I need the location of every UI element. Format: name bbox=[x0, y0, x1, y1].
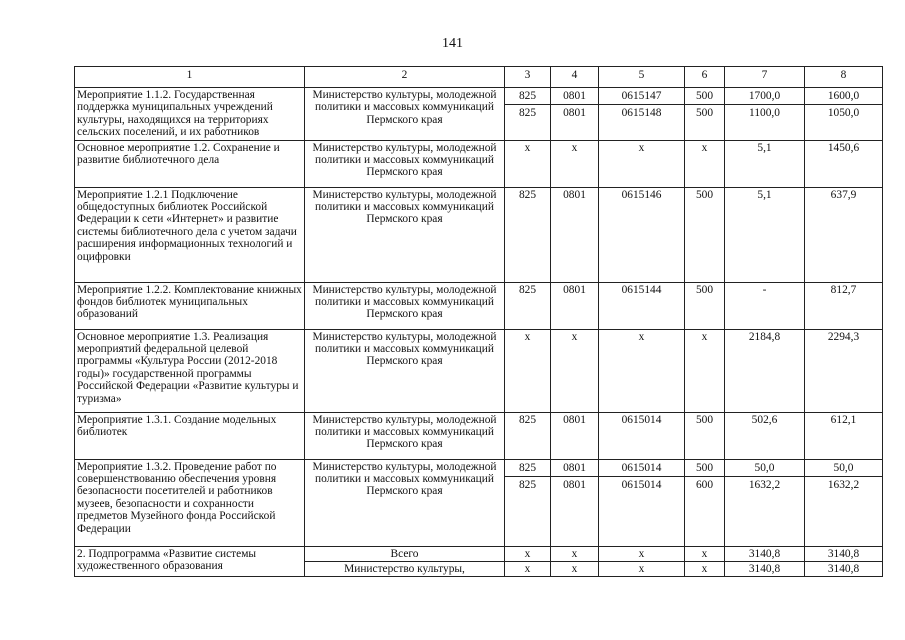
value-cell: 502,6 bbox=[725, 412, 805, 459]
column-number: 3 bbox=[505, 67, 551, 88]
value-cell: 812,7 bbox=[805, 282, 883, 329]
value-cell bbox=[505, 88, 551, 141]
value-cell: х bbox=[599, 140, 685, 187]
value-stack bbox=[725, 88, 804, 122]
value-stack bbox=[805, 88, 882, 122]
ministry-cell: Министерство культуры, молодежной политики и массовых коммуникаций Пермского края bbox=[305, 459, 505, 546]
value-line: 500 bbox=[695, 90, 714, 102]
value-cell bbox=[805, 459, 883, 546]
value-cell: 825 bbox=[505, 282, 551, 329]
value-cell: 500 bbox=[685, 187, 725, 282]
value-stack bbox=[551, 460, 598, 494]
value-line: 0615148 bbox=[599, 104, 684, 121]
value-stack bbox=[599, 88, 684, 122]
value-line: 0801 bbox=[551, 476, 598, 493]
value-stack bbox=[551, 88, 598, 122]
value-stack bbox=[505, 88, 550, 122]
value-stack bbox=[685, 88, 724, 122]
value-line: 0615147 bbox=[621, 90, 662, 102]
column-number: 6 bbox=[685, 67, 725, 88]
value-cell: х bbox=[599, 546, 685, 561]
value-line: 500 bbox=[695, 461, 714, 474]
column-number: 2 bbox=[305, 67, 505, 88]
value-cell: 0801 bbox=[551, 282, 599, 329]
value-cell: х bbox=[505, 329, 551, 412]
value-cell: 3140,8 bbox=[725, 546, 805, 561]
value-line: 500 bbox=[685, 104, 724, 121]
value-cell: х bbox=[505, 562, 551, 577]
value-cell: 2294,3 bbox=[805, 329, 883, 412]
table-row bbox=[75, 412, 883, 459]
table-row bbox=[75, 282, 883, 329]
value-cell bbox=[551, 459, 599, 546]
value-cell: 0801 bbox=[551, 412, 599, 459]
value-line: 50,0 bbox=[833, 461, 854, 474]
value-line: 1600,0 bbox=[827, 90, 860, 102]
ministry-cell: Министерство культуры, bbox=[305, 562, 505, 577]
value-cell bbox=[805, 88, 883, 141]
ministry-cell: Всего bbox=[305, 546, 505, 561]
value-cell: х bbox=[685, 546, 725, 561]
page-number: 141 bbox=[442, 36, 463, 51]
value-line: 0615014 bbox=[599, 476, 684, 493]
value-cell: х bbox=[551, 546, 599, 561]
value-line: 600 bbox=[685, 476, 724, 493]
value-stack bbox=[805, 460, 882, 494]
value-cell: х bbox=[685, 140, 725, 187]
value-line: 825 bbox=[505, 476, 550, 493]
value-cell: х bbox=[685, 562, 725, 577]
value-line: 50,0 bbox=[754, 461, 775, 474]
value-cell: х bbox=[551, 562, 599, 577]
value-cell: 3140,8 bbox=[805, 546, 883, 561]
ministry-cell: Министерство культуры, молодежной политики и массовых коммуникаций Пермского края bbox=[305, 412, 505, 459]
event-name-cell: Мероприятие 1.3.1. Создание модельных библиотек bbox=[75, 412, 305, 459]
value-cell: 637,9 bbox=[805, 187, 883, 282]
value-line: 1632,2 bbox=[805, 476, 882, 493]
value-cell: х bbox=[685, 329, 725, 412]
value-cell: 1450,6 bbox=[805, 140, 883, 187]
ministry-cell: Министерство культуры, молодежной политики и массовых коммуникаций Пермского края bbox=[305, 329, 505, 412]
value-cell: 2184,8 bbox=[725, 329, 805, 412]
column-number: 1 bbox=[75, 67, 305, 88]
value-line: 0801 bbox=[563, 461, 586, 474]
event-name-cell: 2. Подпрограмма «Развитие системы художественного образования bbox=[75, 546, 305, 577]
value-cell: 3140,8 bbox=[725, 562, 805, 577]
value-line: 1050,0 bbox=[805, 104, 882, 121]
table-row bbox=[75, 140, 883, 187]
ministry-cell: Министерство культуры, молодежной политики и массовых коммуникаций Пермского края bbox=[305, 88, 505, 141]
event-name-cell: Мероприятие 1.3.2. Проведение работ по совершенствованию обеспечения уровня безопасности посетителей и работников музеев, безопасности и сохранности предметов Музейного фонда Российской Федерации bbox=[75, 459, 305, 546]
value-cell: х bbox=[551, 329, 599, 412]
value-cell: 0615014 bbox=[599, 412, 685, 459]
value-line: 0615014 bbox=[621, 461, 662, 474]
value-cell: х bbox=[599, 329, 685, 412]
table-row bbox=[75, 546, 883, 561]
value-cell: 825 bbox=[505, 412, 551, 459]
value-cell: 3140,8 bbox=[805, 562, 883, 577]
value-stack bbox=[725, 460, 804, 494]
column-number: 7 bbox=[725, 67, 805, 88]
value-cell bbox=[599, 88, 685, 141]
table-row bbox=[75, 187, 883, 282]
value-line: 1100,0 bbox=[725, 104, 804, 121]
value-cell: 612,1 bbox=[805, 412, 883, 459]
value-cell bbox=[505, 459, 551, 546]
event-name-cell: Мероприятие 1.2.2. Комплектование книжных фондов библиотек муниципальных образований bbox=[75, 282, 305, 329]
column-number: 5 bbox=[599, 67, 685, 88]
ministry-cell: Министерство культуры, молодежной политики и массовых коммуникаций Пермского края bbox=[305, 187, 505, 282]
value-cell bbox=[725, 88, 805, 141]
value-stack bbox=[599, 460, 684, 494]
value-cell bbox=[685, 88, 725, 141]
value-cell bbox=[685, 459, 725, 546]
column-number-row bbox=[75, 67, 883, 88]
value-line: 825 bbox=[518, 461, 537, 474]
column-number: 8 bbox=[805, 67, 883, 88]
value-cell: 0615144 bbox=[599, 282, 685, 329]
value-stack bbox=[685, 460, 724, 494]
table-row bbox=[75, 88, 883, 141]
event-name-cell: Мероприятие 1.2.1 Подключение общедоступных библиотек Российской Федерации к сети «Интернет» и развитие системы библиотечного дела с учетом задачи расширения информационных технологий и оцифровки bbox=[75, 187, 305, 282]
value-cell: 5,1 bbox=[725, 140, 805, 187]
value-stack bbox=[505, 460, 550, 494]
value-cell: х bbox=[551, 140, 599, 187]
value-cell bbox=[599, 459, 685, 546]
value-cell: 825 bbox=[505, 187, 551, 282]
value-cell: х bbox=[505, 546, 551, 561]
value-line: 0801 bbox=[563, 90, 586, 102]
value-cell: 0615146 bbox=[599, 187, 685, 282]
value-line: 825 bbox=[505, 104, 550, 121]
value-line: 825 bbox=[518, 90, 537, 102]
ministry-cell: Министерство культуры, молодежной политики и массовых коммуникаций Пермского края bbox=[305, 140, 505, 187]
value-cell: 500 bbox=[685, 282, 725, 329]
table-row bbox=[75, 329, 883, 412]
event-name-cell: Мероприятие 1.1.2. Государственная поддержка муниципальных учреждений культуры, находящихся на территориях сельских поселений, и их работников bbox=[75, 88, 305, 141]
value-cell: 0801 bbox=[551, 187, 599, 282]
value-line: 0801 bbox=[551, 104, 598, 121]
value-cell: х bbox=[505, 140, 551, 187]
column-number: 4 bbox=[551, 67, 599, 88]
event-name-cell: Основное мероприятие 1.3. Реализация мероприятий федеральной целевой программы «Культура России (2012-2018 годы)» государственной программы Российской Федерации «Развитие культуры и туризма» bbox=[75, 329, 305, 412]
value-cell bbox=[551, 88, 599, 141]
budget-table bbox=[74, 66, 883, 577]
value-cell: 5,1 bbox=[725, 187, 805, 282]
value-cell bbox=[725, 459, 805, 546]
value-line: 1632,2 bbox=[725, 476, 804, 493]
event-name-cell: Основное мероприятие 1.2. Сохранение и развитие библиотечного дела bbox=[75, 140, 305, 187]
value-cell: - bbox=[725, 282, 805, 329]
table-row bbox=[75, 459, 883, 546]
value-cell: х bbox=[599, 562, 685, 577]
value-cell: 500 bbox=[685, 412, 725, 459]
value-line: 1700,0 bbox=[748, 90, 781, 102]
ministry-cell: Министерство культуры, молодежной политики и массовых коммуникаций Пермского края bbox=[305, 282, 505, 329]
